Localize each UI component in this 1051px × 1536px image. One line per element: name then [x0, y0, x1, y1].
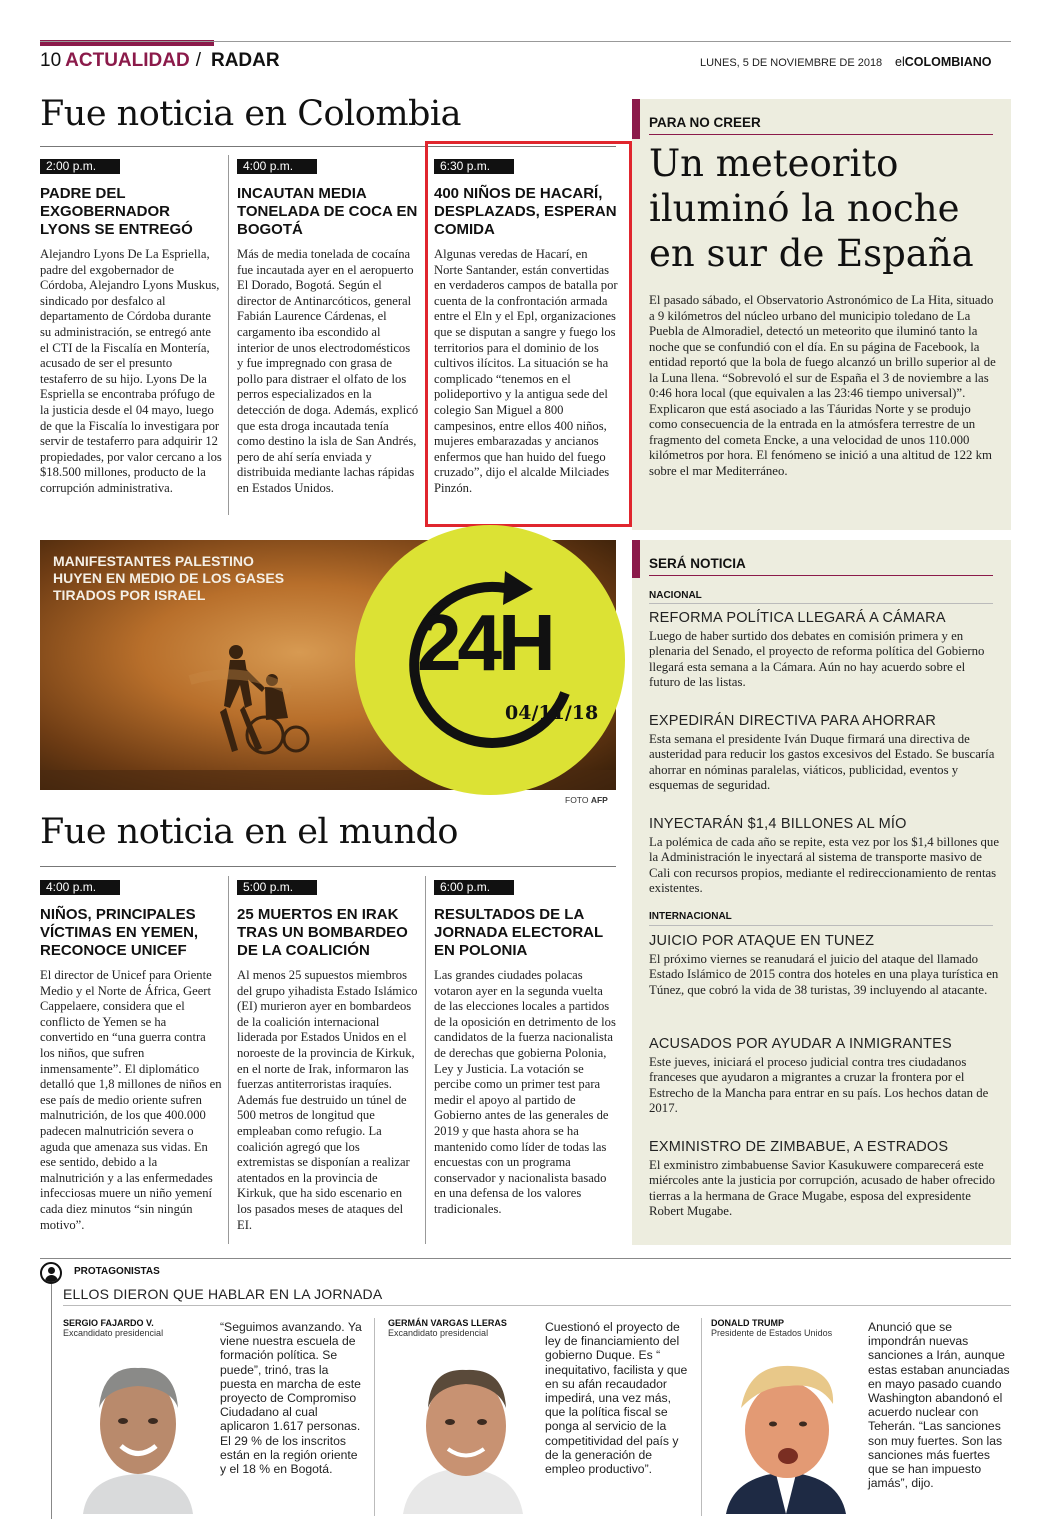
brand-name: COLOMBIANO	[904, 55, 992, 69]
time-tag: 6:00 p.m.	[434, 880, 514, 895]
mundo-title-rule	[40, 866, 616, 867]
card-divider	[701, 1318, 702, 1516]
protagonist-card-1	[63, 1318, 368, 1518]
protagonist-quote: Cuestionó el proyecto de ley de financiamiento del gobierno Duque. Es “ inequitativo, facilista y que en su afán recaudador impedirá, una vez más, que la política fiscal se ponga al servicio de la competitividad del país y de la generación de empleo productivo”.	[545, 1320, 688, 1477]
protagonistas-subtitle: ELLOS DIERON QUE HABLAR EN LA JORNADA	[63, 1286, 383, 1302]
item-body: Este jueves, iniciará el proceso judicial contra tres ciudadanos franceses que ayudaron a migrantes a cruzar la frontera por el Estrecho de la Mancha para entrar en su país. Los hechos datan de 2017.	[649, 1055, 989, 1116]
protagonistas-vertical-rule	[51, 1284, 52, 1519]
para-no-creer-accent	[632, 99, 640, 139]
mundo-story-2	[237, 878, 419, 1233]
item-title: EXMINISTRO DE ZIMBABUE, A ESTRADOS	[649, 1139, 949, 1155]
column-divider	[228, 155, 229, 515]
para-no-creer-title: Un meteorito iluminó la noche en sur de España	[649, 142, 974, 275]
photo-credit-label: FOTO	[565, 795, 589, 805]
sera-item-3	[649, 816, 999, 897]
sera-item-6	[649, 1139, 999, 1220]
story-body: Algunas veredas de Hacarí, en Norte Santander, están convertidas en verdaderos campos de batalla por cuenta de la confrontación armada entre el Eln y el Epl, organizaciones que se disputan a sangre y fuego los territorios para el dominio de los cultivos ilícitos. La situación se ha complicado “tenemos en el polideportivo y la antigua sede del colegio San Miguel a 800 campesinos, entre ellos 400 niños, mujeres embarazadas y ancianos enfermos que han huido del fuego cruzado”, dijo el alcalde Milciades Pinzón.	[434, 247, 618, 495]
sera-item-2	[649, 713, 999, 794]
time-tag: 6:30 p.m.	[434, 159, 514, 174]
page-header	[40, 50, 280, 74]
protagonist-quote: “Seguimos avanzando. Ya viene nuestra escuela de formación política. Se puede”, trinó, tras la puesta en marcha de este proyecto de Compromiso Ciudadano al cual aplicaron 1.617 personas. El 29 % de los inscritos están en la región oriente y el 18 % en Bogotá.	[220, 1320, 362, 1477]
story-body: Las grandes ciudades polacas votaron ayer en la segunda vuelta de las elecciones locales a partidos de la oposición en detrimento de los candidatos de la fuerza nacionalista de derechas que gobierna Polonia, Ley y Justicia. La votación se percibe como un primer test para medir el apoyo al partido de Gobierno antes de las generales de 2019 y que hasta ahora se ha mantenido como líder de todas las encuestas con un programa conservador y nacionalista basado en una defensa de los valores tradicionales.	[434, 968, 616, 1216]
protagonistas-label: PROTAGONISTAS	[74, 1266, 160, 1277]
story-headline: RESULTADOS DE LA JORNADA ELECTORAL EN POLONIA	[434, 906, 603, 959]
item-title: ACUSADOS POR AYUDAR A INMIGRANTES	[649, 1036, 952, 1052]
protagonistas-top-rule	[40, 1258, 1011, 1259]
time-tag: 5:00 p.m.	[237, 880, 317, 895]
story-headline: 25 MUERTOS EN IRAK TRAS UN BOMBARDEO DE LA COALICIÓN	[237, 906, 408, 959]
sera-item-1	[649, 610, 999, 691]
page-number: 10	[40, 50, 62, 71]
protagonist-quote: Anunció que se impondrán nuevas sanciones a Irán, aunque estas estaban anunciadas en mayo pasado cuando Washington abandonó el acuerdo nuclear con Teherán. “Las sanciones son muy fuertes. Son las sanciones más fuertes que se han impuesto jamás”, dijo.	[868, 1320, 1010, 1491]
subsection-name: RADAR	[210, 50, 280, 71]
item-title: REFORMA POLÍTICA LLEGARÁ A CÁMARA	[649, 610, 946, 626]
protagonist-name: DONALD TRUMP	[711, 1318, 784, 1328]
header-date: LUNES, 5 DE NOVIEMBRE DE 2018	[700, 57, 883, 69]
sera-noticia-accent	[632, 540, 640, 578]
sera-noticia-rule	[649, 575, 993, 576]
card-divider	[374, 1318, 375, 1516]
protagonist-card-2	[388, 1318, 693, 1518]
brand-el: el	[895, 55, 905, 69]
protagonist-photo-vargas	[388, 1346, 538, 1514]
item-body: El próximo viernes se reanudará el juicio del ataque del llamado Estado Islámico de 2015 contra dos hoteles en una playa turística en Túnez, que cobró la vida de 38 turistas, 39 incluyendo al atacante.	[649, 952, 999, 997]
para-no-creer-label: PARA NO CREER	[649, 115, 761, 130]
item-body: Luego de haber surtido dos debates en comisión primera y en plenaria del Senado, el proyecto de reforma política del Gobierno llegará esta semana a la Cámara. Aún no hay acuerdo sobre el futuro de las listas.	[649, 629, 985, 690]
header-rule	[40, 41, 1011, 42]
protagonist-name: GERMÁN VARGAS LLERAS	[388, 1318, 507, 1328]
column-divider	[228, 876, 229, 1244]
item-title: EXPEDIRÁN DIRECTIVA PARA AHORRAR	[649, 713, 937, 729]
protagonist-photo-trump	[711, 1346, 861, 1514]
protagonist-role: Excandidato presidencial	[63, 1328, 164, 1338]
time-tag: 2:00 p.m.	[40, 159, 120, 174]
photo-caption: MANIFESTANTES PALESTINO HUYEN EN MEDIO DE LOS GASES TIRADOS POR ISRAEL	[53, 553, 285, 603]
mundo-story-3	[434, 878, 616, 1218]
time-tag: 4:00 p.m.	[40, 880, 120, 895]
item-body: El exministro zimbabuense Savior Kasukuwere comparecerá este miércoles ante la justicia por corrupción, acusado de haber ofrecido tierras a la hermana de Grace Mugabe, esposa del expresidente Robert Mugabe.	[649, 1158, 996, 1219]
person-icon	[40, 1262, 62, 1284]
protagonist-role: Excandidato presidencial	[388, 1328, 489, 1338]
sera-item-5	[649, 1036, 999, 1117]
item-body: Esta semana el presidente Iván Duque firmará una directiva de austeridad para reducir los gastos excesivos del Estado. Se buscaría ahorrar en nóminas paralelas, viáticos, publicidad, eventos y esquemas de seguridad.	[649, 732, 995, 793]
photo-credit-source: AFP	[590, 795, 608, 805]
colombia-story-1	[40, 157, 222, 497]
story-headline: INCAUTAN MEDIA TONELADA DE COCA EN BOGOTÁ	[237, 185, 418, 238]
story-headline: 400 NIÑOS DE HACARÍ, DESPLAZADS, ESPERAN COMIDA	[434, 185, 617, 238]
column-divider	[425, 876, 426, 1244]
para-no-creer-rule	[649, 134, 993, 135]
sera-noticia-label: SERÁ NOTICIA	[649, 556, 746, 571]
colombia-story-2	[237, 157, 419, 497]
24h-date: 04/11/18	[505, 702, 599, 724]
24h-text: 24H	[417, 598, 552, 687]
mundo-story-1	[40, 878, 222, 1233]
mundo-title: Fue noticia en el mundo	[40, 812, 458, 852]
24h-badge	[355, 525, 625, 795]
sera-item-4	[649, 933, 999, 998]
story-body: Al menos 25 supuestos miembros del grupo yihadista Estado Islámico (EI) murieron ayer en bombardeos de la coalición internacional liderada por Estados Unidos en el noroeste de la provincia de Kirkuk, en el norte de Irak, informaron las fuerzas antiterroristas iraquíes. Además fue destruido un túnel de 500 metros de longitud que empleaban como refugio. La coalición agregó que los extremistas se disponían a realizar atentados en la provincia de Kirkuk, que ha sido escenario en los pasados meses de ataques del EI.	[237, 968, 418, 1232]
protagonist-name: SERGIO FAJARDO V.	[63, 1318, 154, 1328]
time-tag: 4:00 p.m.	[237, 159, 317, 174]
story-body: Alejandro Lyons De La Espriella, padre del exgobernador de Córdoba, Alejandro Lyons Muskus, sindicado por desfalco al departamento de Córdoba durante su administración, se entregó ante el CTI de la Fiscalía en Montería, acusado de ser el presunto testaferro de su hijo. Lyons De la Espriella se encontraba prófugo de la justicia desde el 04 mayo, luego de que la Fiscalía lo investigara por servir de testaferro para adquirir 12 propiedades, por valor cercano a los $18.500 millones, producto de la corrupción administrativa.	[40, 247, 222, 495]
brand-logo	[895, 55, 992, 69]
colombia-story-3	[434, 157, 618, 497]
nacional-rule	[649, 603, 993, 604]
internacional-label: INTERNACIONAL	[649, 911, 732, 922]
story-body: Más de media tonelada de cocaína fue incautada ayer en el aeropuerto El Dorado, Bogotá. Según el director de Antinarcóticos, general Fabián Laurence Cárdenas, el cargamento iba escondido al interior de unos electrodomésticos y fue impregnado con grasa de pollo para distraer el olfato de los perros especializados en la detección de doga. Además, explicó que esta droga incautada tenía como destino la isla de San Andrés, pero de ahí sería enviada y distribuida mediante lachas rápidas en Estados Unidos.	[237, 247, 419, 495]
nacional-label: NACIONAL	[649, 590, 702, 601]
header-separator: /	[195, 50, 201, 71]
protagonist-role: Presidente de Estados Unidos	[711, 1328, 833, 1338]
protagonist-photo-fajardo	[63, 1346, 213, 1514]
story-headline: NIÑOS, PRINCIPALES VÍCTIMAS EN YEMEN, RECONOCE UNICEF	[40, 906, 199, 959]
photo-credit	[565, 795, 608, 805]
para-no-creer-body: El pasado sábado, el Observatorio Astronómico de La Hita, situado a 9 kilómetros del núcleo urbano del municipio toledano de La Puebla de Almoradiel, detectó un meteorito que iluminó tanto la noche que se confundió con el día. En su página de Facebook, la entidad reportó que la bola de fuego alcanzó un brillo superior al de la Luna llena. “Sobrevoló el sur de España el 3 de noviembre a las 0:46 hora local (que equivalen a las 23:46 tiempo universal)”. Explicaron que está asociado a las Táuridas Norte y se produjo como consecuencia de la entrada en la atmósfera terrestre de un fragmento del cometa Encke, a una velocidad de unos 110.000 kilómetros por hora. El fenómeno se inició a una altitud de 122 km sobre el mar Mediterráneo.	[649, 293, 996, 478]
item-title: JUICIO POR ATAQUE EN TUNEZ	[649, 933, 875, 949]
item-body: La polémica de cada año se repite, esta vez por los $1,4 billones que la Administración le inyectará al sistema de transporte masivo de Cali con recursos propios, mediante el redireccionamiento de rentas existentes.	[649, 835, 1000, 896]
colombia-title: Fue noticia en Colombia	[40, 94, 461, 134]
story-body: El director de Unicef para Oriente Medio y el Norte de África, Geert Cappelaere, considera que el conflicto de Yemen se ha convertido en “una guerra contra los niños, que sufren inmensamente”. El diplomático detalló que 1,8 millones de niños en ese país de medio oriente sufren malnutrición, de los que 400.000 padecen malnutrición severa o aguda que amenaza sus vidas. En ese sentido, debido a la malnutrición y a las enfermedades infecciosas muere un niño yemení cada diez minutos “sin ningún motivo”.	[40, 968, 222, 1232]
item-title: INYECTARÁN $1,4 BILLONES AL MÍO	[649, 816, 907, 832]
section-name: ACTUALIDAD	[65, 50, 190, 71]
protagonistas-sub-rule	[63, 1305, 1011, 1306]
story-headline: PADRE DEL EXGOBERNADOR LYONS SE ENTREGÓ	[40, 185, 193, 238]
internacional-rule	[649, 925, 993, 926]
protagonist-card-3	[711, 1318, 1011, 1518]
